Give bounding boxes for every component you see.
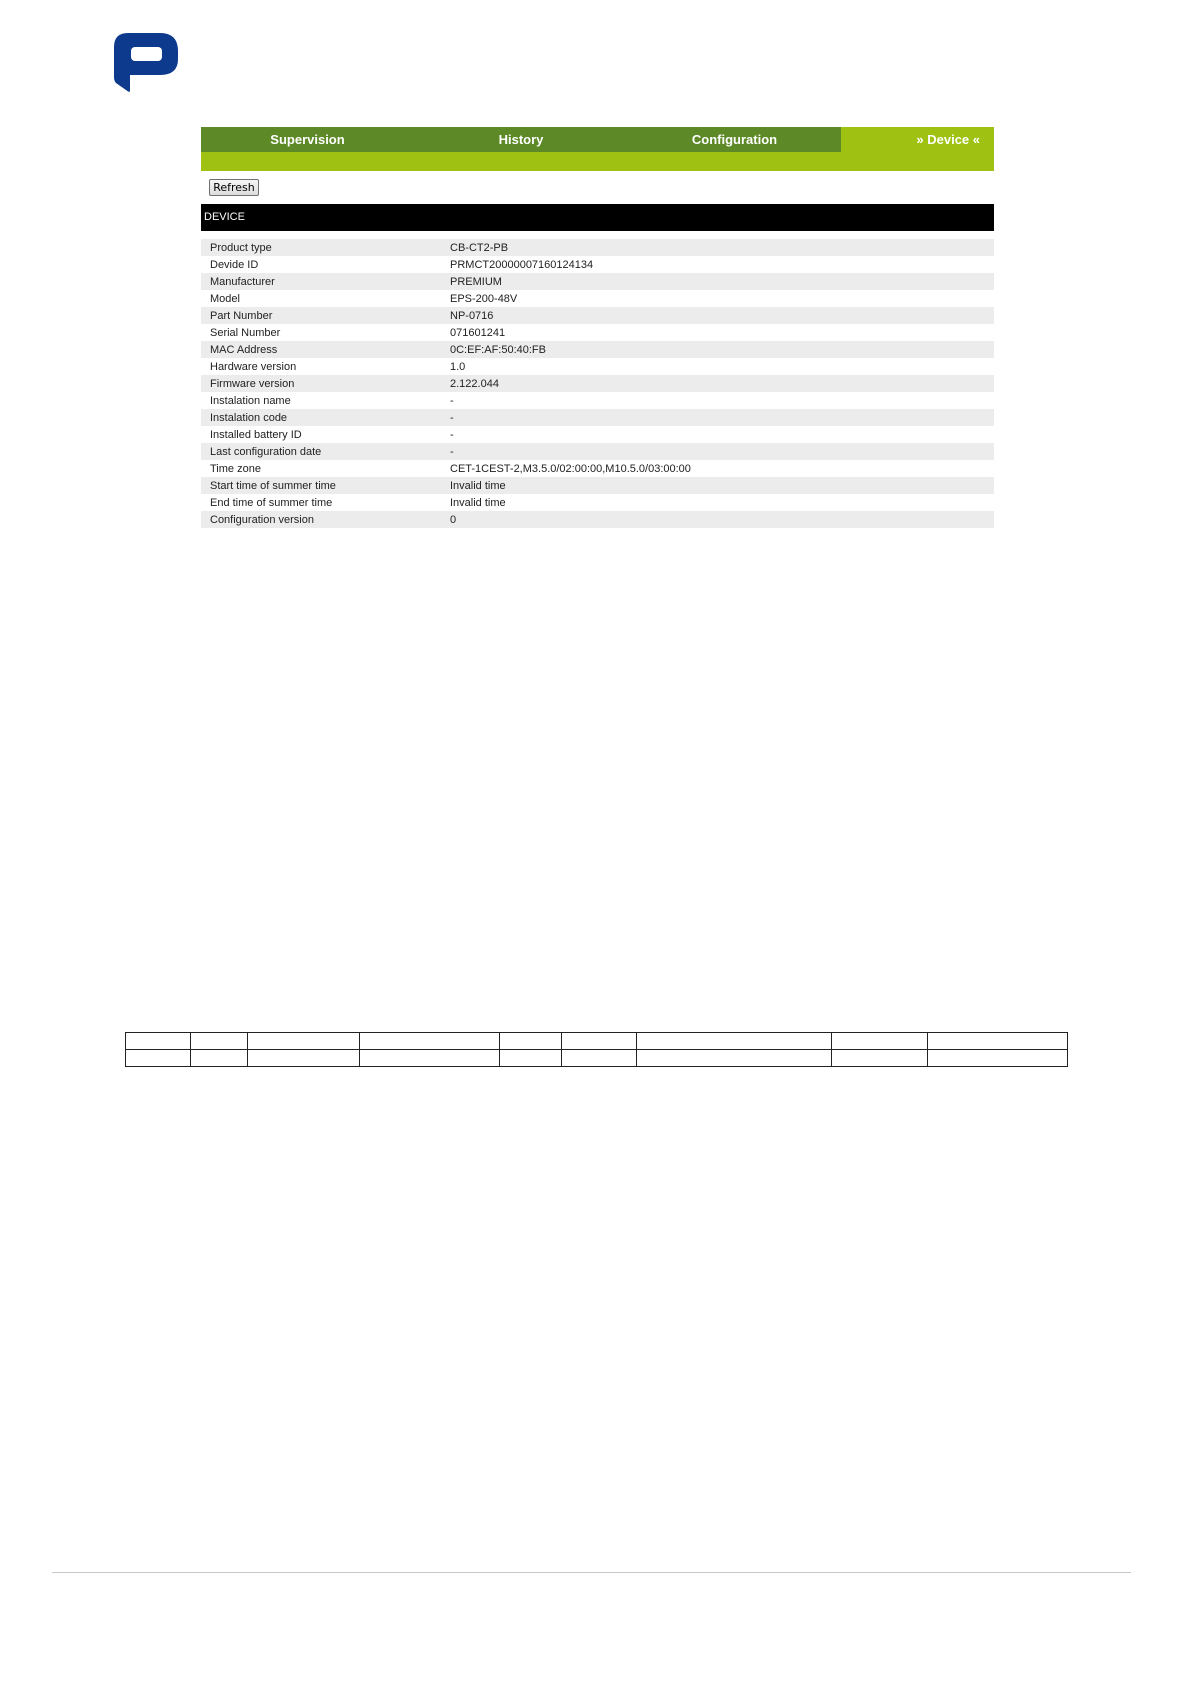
device-row-label: End time of summer time <box>210 496 333 509</box>
table-cell <box>637 1033 832 1050</box>
device-row-value: 071601241 <box>450 326 506 339</box>
device-row-label: Installed battery ID <box>210 428 302 441</box>
device-row-label: Firmware version <box>201 375 450 392</box>
device-row-label: Instalation code <box>201 409 450 426</box>
table-cell <box>832 1050 928 1067</box>
device-row-value: 0C:EF:AF:50:40:FB <box>450 341 994 358</box>
footer-divider <box>52 1572 1131 1573</box>
device-row <box>201 392 994 409</box>
device-row-label: Instalation name <box>210 394 291 407</box>
table-cell <box>360 1033 500 1050</box>
main-nav <box>201 127 994 171</box>
table-cell <box>248 1033 360 1050</box>
table-cell <box>191 1050 248 1067</box>
tab-configuration[interactable]: Configuration <box>691 132 778 147</box>
device-row-label: Model <box>210 292 240 305</box>
device-row-label: Product type <box>201 239 450 256</box>
tab-device[interactable]: » Device « <box>916 132 980 147</box>
device-row-value: 0 <box>450 511 994 528</box>
device-row-value: PRMCT20000007160124134 <box>450 258 594 271</box>
device-row-label: Last configuration date <box>201 443 450 460</box>
device-row-value: - <box>450 394 454 407</box>
device-row <box>201 358 994 375</box>
device-row <box>201 256 994 273</box>
device-row-label: Configuration version <box>201 511 450 528</box>
device-row-value: - <box>450 443 994 460</box>
table-cell <box>248 1050 360 1067</box>
table-cell <box>832 1033 928 1050</box>
table-cell <box>191 1033 248 1050</box>
device-row-value: Invalid time <box>450 477 994 494</box>
table-cell <box>637 1050 832 1067</box>
device-row <box>201 273 994 290</box>
table-cell <box>562 1050 637 1067</box>
device-row <box>201 443 994 460</box>
table-cell <box>928 1033 1068 1050</box>
device-row <box>201 511 994 528</box>
device-row <box>201 426 994 443</box>
device-row-label: Time zone <box>210 462 261 475</box>
empty-grid-table <box>125 1032 1068 1067</box>
device-row-value: 1.0 <box>450 360 466 373</box>
table-cell <box>500 1050 562 1067</box>
premium-logo-icon <box>114 33 178 93</box>
table-cell <box>126 1033 191 1050</box>
device-row <box>201 494 994 511</box>
device-row-value: EPS-200-48V <box>450 292 518 305</box>
device-row-value: CET-1CEST-2,M3.5.0/02:00:00,M10.5.0/03:00:00 <box>450 462 691 475</box>
device-row-label: MAC Address <box>201 341 450 358</box>
refresh-button[interactable]: Refresh <box>209 179 259 196</box>
table-cell <box>360 1050 500 1067</box>
table-cell <box>928 1050 1068 1067</box>
device-row <box>201 341 994 358</box>
device-row <box>201 290 994 307</box>
device-row-value: NP-0716 <box>450 307 994 324</box>
table-row <box>126 1050 1068 1067</box>
device-row-value: - <box>450 428 454 441</box>
device-row <box>201 460 994 477</box>
device-row-value: CB-CT2-PB <box>450 239 994 256</box>
device-row <box>201 239 994 256</box>
device-row-value: - <box>450 409 994 426</box>
device-row-label: Hardware version <box>210 360 297 373</box>
table-cell <box>126 1050 191 1067</box>
table-row <box>126 1033 1068 1050</box>
device-row <box>201 375 994 392</box>
device-info-table <box>201 239 994 528</box>
device-row-label: Serial Number <box>210 326 281 339</box>
device-row-label: Start time of summer time <box>201 477 450 494</box>
table-cell <box>500 1033 562 1050</box>
device-row-label: Part Number <box>201 307 450 324</box>
device-row-label: Manufacturer <box>201 273 450 290</box>
device-row-value: PREMIUM <box>450 273 994 290</box>
tab-history[interactable]: History <box>498 132 544 147</box>
device-row <box>201 324 994 341</box>
device-row-value: Invalid time <box>450 496 506 509</box>
table-cell <box>562 1033 637 1050</box>
device-section-header: DEVICE <box>201 204 994 231</box>
tab-supervision[interactable]: Supervision <box>270 132 345 147</box>
device-row-value: 2.122.044 <box>450 375 994 392</box>
device-row <box>201 409 994 426</box>
device-row-label: Devide ID <box>210 258 259 271</box>
device-row <box>201 477 994 494</box>
device-row <box>201 307 994 324</box>
